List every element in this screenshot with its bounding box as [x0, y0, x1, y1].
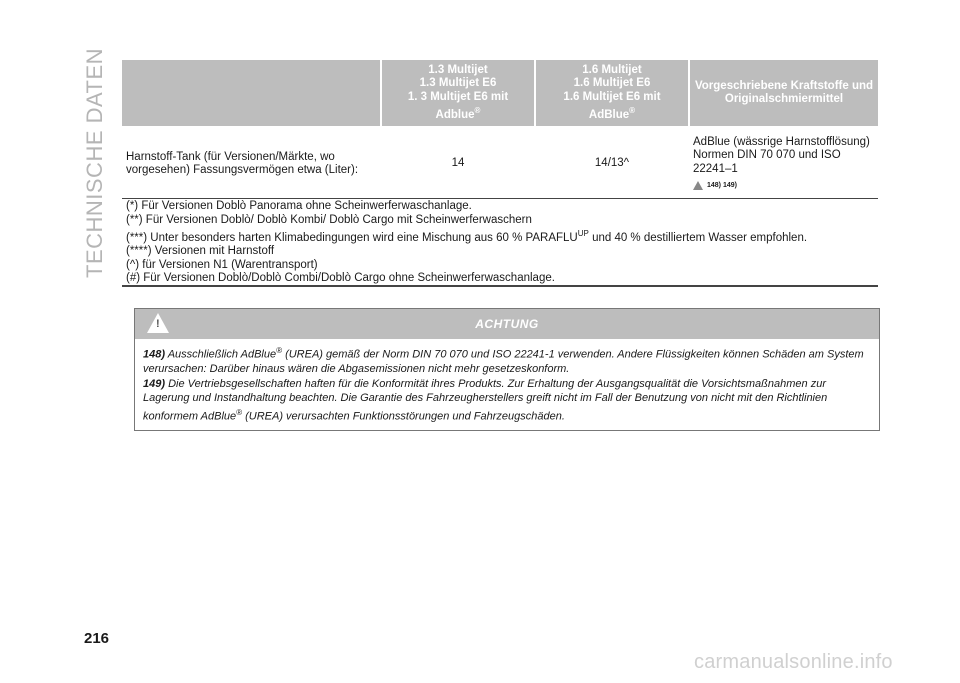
footnote: (*) Für Versionen Doblò Panorama ohne Scheinwerferwaschanlage.	[126, 200, 472, 212]
row-value-13: 14	[381, 126, 535, 199]
watermark: carmanualsonline.info	[694, 651, 893, 673]
footnote: (**) Für Versionen Doblò/ Doblò Kombi/ Doblò Cargo mit Scheinwerferwaschern	[126, 213, 532, 226]
table-header-row	[122, 60, 878, 126]
footnote: (***) Unter besonders harten Klimabedingungen wird eine Mischung aus 60 % $PARAFLU^{UP}$ und 40 % destilliertem Wasser empfohlen.	[126, 229, 808, 244]
warning-body	[135, 339, 879, 430]
page-number: 216	[84, 630, 110, 647]
table-row	[122, 126, 878, 199]
warning-item-149: 149) Die Vertriebsgesellschaften haften für die Konformität ihres Produkts. Zur Erhaltung der Ausgangsqualität die Vorsichtsmaßnahmen zur Lagerung und Instandhaltung beachten. Die Garantie des Fahrzeugherstellers greift nicht im Fall der Benutzung von nicht mit den Richtlinien konformem AdBlue® (UREA) verursachten Funktionsstörungen und Fahrzeugschäden.	[143, 377, 828, 423]
header-16-multijet: 1.6 Multijet 1.6 Multijet E6 1.6 Multijet E6 mit AdBlue®	[535, 60, 689, 126]
row-spec: AdBlue (wässrige Harnstofflösung) Normen DIN 70 070 und ISO 22241–1 148) 149)	[689, 126, 878, 199]
warning-title: ACHTUNG	[475, 317, 539, 331]
section-side-title	[84, 48, 106, 278]
section-side-title-text: TECHNISCHE DATEN	[82, 47, 107, 278]
row-value-16: 14/13^	[535, 126, 689, 199]
warning-reference[interactable]: 148) 149)	[693, 179, 874, 193]
row-label: Harnstoff-Tank (für Versionen/Märkte, wo vorgesehen) Fassungsvermögen etwa (Liter):	[122, 126, 381, 199]
warning-triangle-icon	[693, 181, 703, 190]
divider	[122, 285, 878, 287]
warning-box	[134, 308, 880, 431]
header-fuels-lubricants: Vorgeschriebene Kraftstoffe und Originalschmiermittel	[689, 60, 878, 126]
warning-header	[135, 309, 879, 339]
footnote: (#) Für Versionen Doblò/Doblò Combi/Doblò Cargo ohne Scheinwerferwaschanlage.	[126, 272, 555, 285]
spec-table	[122, 60, 878, 199]
footnote: (^) für Versionen N1 (Warentransport)	[126, 258, 318, 271]
warning-item-148: 148) Ausschließlich AdBlue® (UREA) gemäß der Norm DIN 70 070 und ISO 22241-1 verwenden. Andere Flüssigkeiten können Schäden am System verursachen: Darüber hinaus wären die Abgasemissionen nicht mehr gesetzeskonform.	[143, 346, 864, 376]
footnotes	[126, 200, 878, 286]
header-blank	[122, 60, 381, 126]
header-13-multijet: 1.3 Multijet 1.3 Multijet E6 1. 3 Multijet E6 mit Adblue®	[381, 60, 535, 126]
footnote: (****) Versionen mit Harnstoff	[126, 245, 275, 258]
warning-triangle-icon: !	[147, 313, 169, 333]
